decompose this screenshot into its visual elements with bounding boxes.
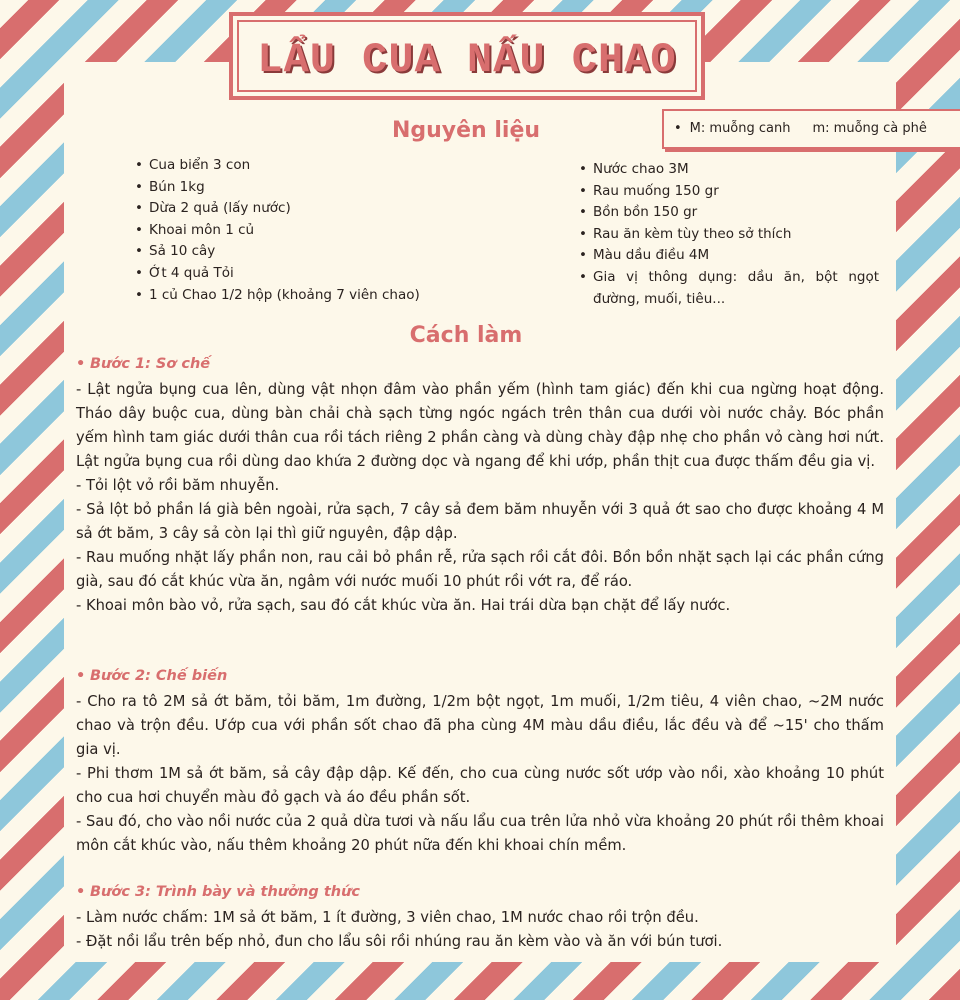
ingredients-list-right: [577, 159, 879, 310]
ingredient-item: • Ớt 4 quả Tỏi: [149, 263, 479, 285]
step-1-title: • Bước 1: Sơ chế: [90, 356, 210, 372]
instruction-line: - Phi thơm 1M sả ớt băm, sả cây đập dập. Kế đến, cho cua cùng nước sốt ướp vào nồi, xào khoảng 10 phút cho cua hơi chuyển màu đỏ gạch và áo đều phần sốt.: [76, 765, 884, 806]
instruction-line: - Sau đó, cho vào nồi nước của 2 quả dừa tươi và nấu lẩu cua trên lửa nhỏ vừa khoảng 20 phút rồi thêm khoai môn cắt khúc vào, nấu thêm khoảng 20 phút nữa đến khi khoai chín mềm.: [76, 813, 884, 854]
step-3-title: • Bước 3: Trình bày và thưởng thức: [90, 884, 360, 900]
instruction-line: - Đặt nồi lẩu trên bếp nhỏ, đun cho lẩu sôi rồi nhúng rau ăn kèm vào và ăn với bún tươi.: [76, 933, 723, 950]
instruction-line: - Tỏi lột vỏ rồi băm nhuyễn.: [76, 477, 280, 494]
step-3-body: [76, 906, 884, 954]
instruction-line: - Sả lột bỏ phần lá già bên ngoài, rửa sạch, 7 cây sả đem băm nhuyễn với 3 quả ớt sao cho được khoảng 4 M sả ớt băm, 3 cây sả còn lại thì giữ nguyên, đập dập.: [76, 501, 884, 542]
instruction-line: - Cho ra tô 2M sả ớt băm, tỏi băm, 1m đường, 1/2m bột ngọt, 1m muối, 1/2m tiêu, 4 viên chao, ~2M nước chao và trộn đều. Ướp cua với phần sốt chao đã pha cùng 4M màu dầu điều, lắc đều và để ~15' cho thấm gia vị.: [76, 693, 884, 758]
instruction-line: - Khoai môn bào vỏ, rửa sạch, sau đó cắt khúc vừa ăn. Hai trái dừa bạn chặt để lấy nước.: [76, 597, 731, 614]
ingredient-item: • 1 củ Chao 1/2 hộp (khoảng 7 viên chao): [149, 285, 479, 307]
ingredient-item: • Khoai môn 1 củ: [149, 220, 479, 242]
ingredient-item: • Dừa 2 quả (lấy nước): [149, 198, 479, 220]
ingredients-heading: Nguyên liệu: [391, 118, 541, 143]
step-2-title: • Bước 2: Chế biến: [90, 668, 227, 684]
step-2-body: [76, 690, 884, 858]
legend-big-spoon: M: muỗng canh: [689, 121, 791, 136]
unit-legend: [662, 109, 960, 149]
instruction-line: - Lật ngửa bụng cua lên, dùng vật nhọn đâm vào phần yếm (hình tam giác) đến khi cua ngừng hoạt động. Tháo dây buộc cua, dùng bàn chải chà sạch từng ngóc ngách trên thân cua dưới vòi nước chảy. Bóc phần yếm hình tam giác dưới thân cua rồi tách riêng 2 phần càng và dùng chày đập nhẹ cho phần vỏ càng hơi nứt. Lật ngửa bụng cua rồi dùng dao khứa 2 đường dọc và ngang để khi ướp, phần thịt cua được thấm đều gia vị.: [76, 381, 884, 470]
ingredient-item: • Nước chao 3M: [593, 159, 879, 181]
ingredient-item: • Bún 1kg: [149, 177, 479, 199]
ingredient-item: • Gia vị thông dụng: dầu ăn, bột ngọt đường, muối, tiêu...: [593, 267, 879, 310]
ingredients-list-left: [133, 155, 479, 306]
ingredient-item: • Cua biển 3 con: [149, 155, 479, 177]
instruction-line: - Làm nước chấm: 1M sả ớt băm, 1 ít đường, 3 viên chao, 1M nước chao rồi trộn đều.: [76, 909, 699, 926]
legend-bullet: •: [674, 121, 682, 136]
page-title: LẨU CUA NẤU CHAO: [257, 36, 677, 84]
legend-small-spoon: m: muỗng cà phê: [812, 121, 927, 136]
ingredient-item: • Màu dầu điều 4M: [593, 245, 879, 267]
step-1-body: [76, 378, 884, 618]
method-heading: Cách làm: [409, 323, 523, 348]
ingredient-item: • Rau muống 150 gr: [593, 181, 879, 203]
ingredient-item: • Bồn bồn 150 gr: [593, 202, 879, 224]
ingredient-item: • Sả 10 cây: [149, 241, 479, 263]
title-frame: [229, 12, 705, 100]
ingredient-item: • Rau ăn kèm tùy theo sở thích: [593, 224, 879, 246]
instruction-line: - Rau muống nhặt lấy phần non, rau cải bỏ phần rễ, rửa sạch rồi cắt đôi. Bồn bồn nhặt sạch lại các phần cứng già, sau đó cắt khúc vừa ăn, ngâm với nước muối 10 phút rồi vớt ra, để ráo.: [76, 549, 884, 590]
